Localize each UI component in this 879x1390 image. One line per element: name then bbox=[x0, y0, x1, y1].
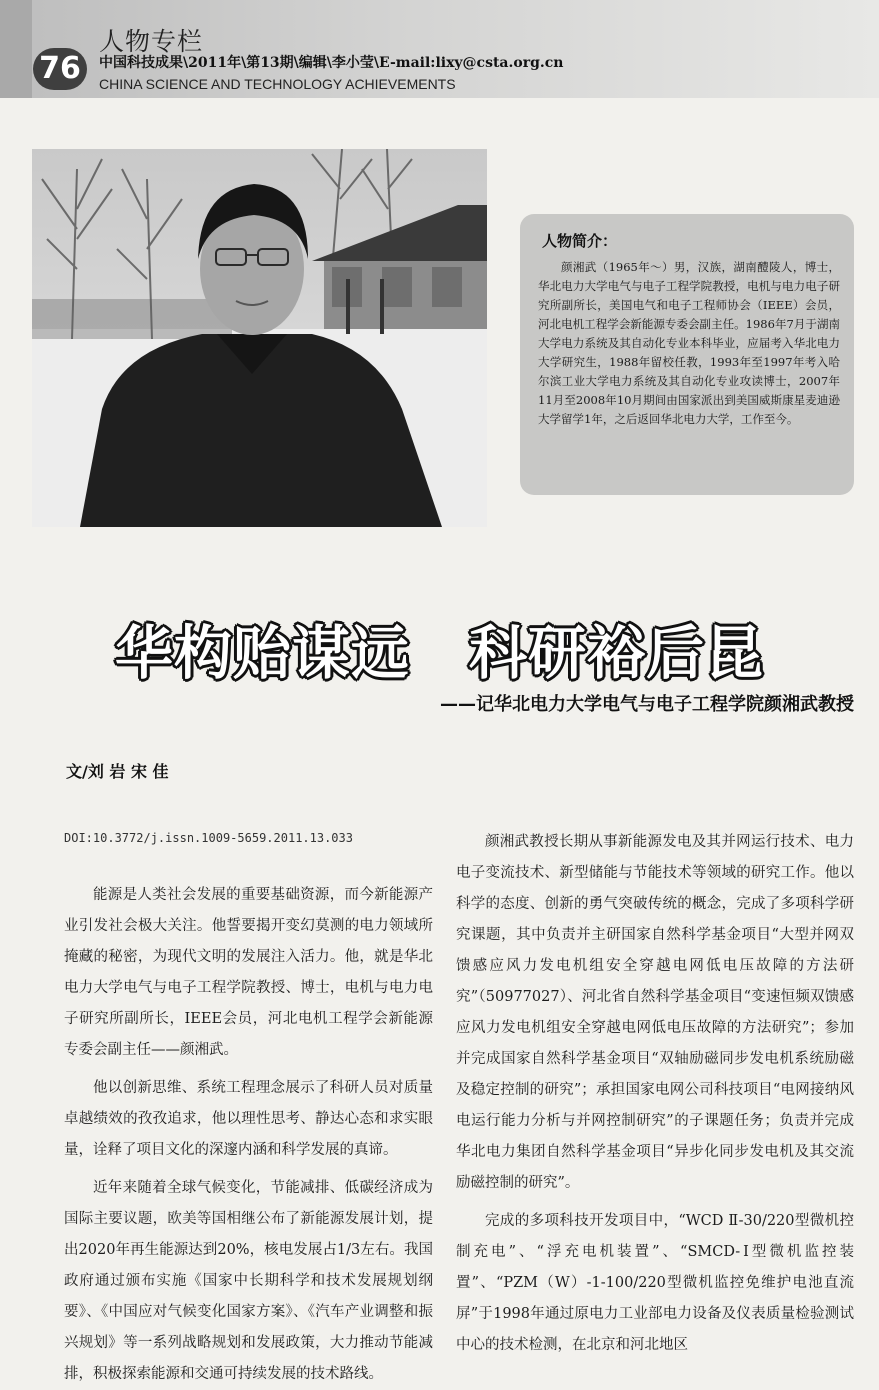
page-number: 76 bbox=[33, 48, 87, 90]
left-column bbox=[64, 880, 433, 1390]
bio-title: 人物简介： bbox=[542, 232, 618, 250]
bio-box bbox=[520, 214, 854, 495]
paragraph: 能源是人类社会发展的重要基础资源，而今新能源产业引发社会极大关注。他誓要揭开变幻莫测的电力领域所掩藏的秘密，为现代文明的发展注入活力。他，就是华北电力大学电气与电子工程学院教授、博士，电机与电力电子研究所副所长，IEEE会员，河北电机工程学会新能源专委会副主任——颜湘武。 bbox=[64, 887, 433, 1058]
paragraph: 近年来随着全球气候变化，节能减排、低碳经济成为国际主要议题，欧美等国相继公布了新能源发展计划，提出2020年再生能源达到20%，核电发展占1/3左右。我国政府通过颁布实施《国家中长期科学和技术发展规划纲要》、《中国应对气候变化国家方案》、《汽车产业调整和振兴规划》等一系列战略规划和发展政策，大力推动节能减排，积极探索能源和交通可持续发展的技术路线。 bbox=[64, 1180, 433, 1382]
header-left-bar bbox=[0, 0, 32, 98]
paragraph: 完成的多项科技开发项目中，“WCD Ⅱ-30/220型微机控制充电”、“浮充电机装置”、“SMCD-Ⅰ型微机监控装置”、“PZM（W）-1-100/220型微机监控免维护电池直流屏”于1998年通过原电力工业部电力设备及仪表质量检验测试中心的技术检测，在北京和河北地区 bbox=[456, 1213, 854, 1353]
article-subtitle: ——记华北电力大学电气与电子工程学院颜湘武教授 bbox=[440, 694, 854, 715]
article-title: 华构贻谋远 科研裕后昆 bbox=[114, 619, 764, 687]
portrait-photo-image bbox=[32, 149, 487, 527]
paragraph: 颜湘武教授长期从事新能源发电及其并网运行技术、电力电子变流技术、新型储能与节能技术等领域的研究工作。他以科学的态度、创新的勇气突破传统的概念，完成了多项科学研究课题，其中负责并主研国家自然科学基金项目“大型并网双馈感应风力发电机组安全穿越电网低电压故障的方法研究”（50977027）、河北省自然科学基金项目“变速恒频双馈感应风力发电机组安全穿越电网低电压故障的方法研究”；参加并完成国家自然科学基金项目“双轴励磁同步发电机系统励磁及稳定控制的研究”；承担国家电网公司科技项目“电网接纳风电运行能力分析与并网控制研究”的子课题任务；负责并完成华北电力集团自然科学基金项目“异步化同步发电机及其交流励磁控制的研究”。 bbox=[456, 834, 854, 1191]
column-name: 人物专栏 bbox=[99, 27, 204, 56]
header-meta: 中国科技成果\2011年\第13期\编辑\李小莹\E-mail:lixy@csta.org.cn bbox=[99, 55, 564, 71]
bio-text: 颜湘武（1965年～）男，汉族，湖南醴陵人，博士，华北电力大学电气与电子工程学院教授，电机与电力电子研究所副所长，美国电气和电子工程师协会（IEEE）会员，河北电机工程学会新能源专委会副主任。1986年7月于湖南大学电力系统及其自动化专业本科毕业，应届考入华北电力大学研究生，1988年留校任教，1993年至1997年考入哈尔滨工业大学电力系统及其自动化专业攻读博士，2007年11月至2008年10月期间由国家派出到美国威斯康星麦迪逊大学留学1年，之后返回华北电力大学，工作至今。 bbox=[538, 260, 840, 426]
portrait-photo bbox=[32, 149, 487, 527]
journal-english-name: CHINA SCIENCE AND TECHNOLOGY ACHIEVEMENTS bbox=[99, 76, 456, 92]
right-column bbox=[456, 827, 854, 1361]
page-header bbox=[0, 0, 879, 98]
article-author: 文/刘 岩 宋 佳 bbox=[66, 762, 169, 781]
doi: DOI:10.3772/j.issn.1009-5659.2011.13.033 bbox=[64, 831, 353, 845]
paragraph: 他以创新思维、系统工程理念展示了科研人员对质量卓越绩效的孜孜追求，他以理性思考、静达心态和求实眼量，诠释了项目文化的深邃内涵和科学发展的真谛。 bbox=[64, 1080, 433, 1158]
